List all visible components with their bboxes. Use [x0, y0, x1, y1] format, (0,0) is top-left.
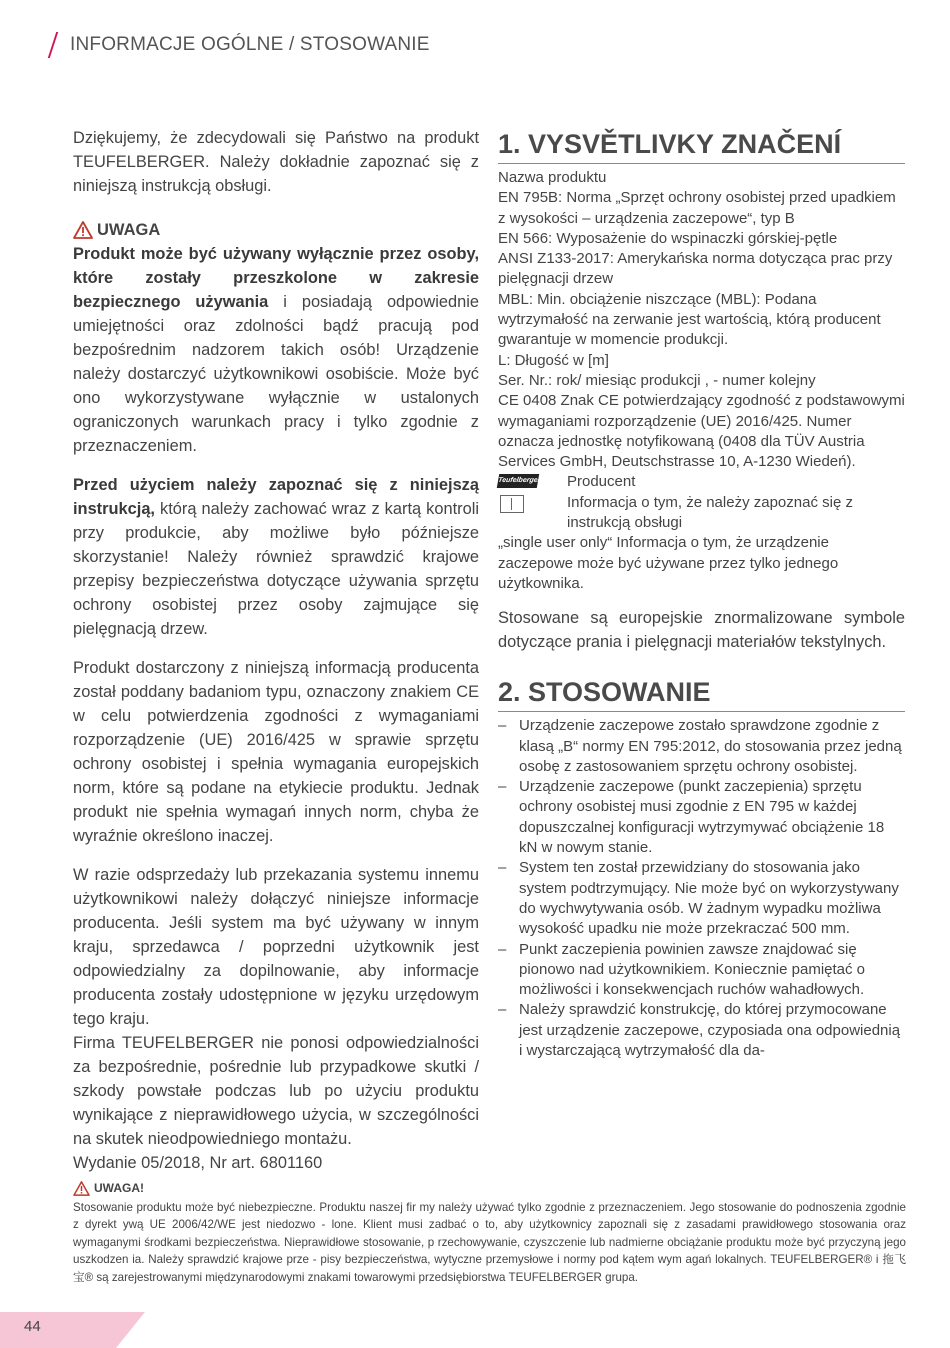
warning-paragraph: [73, 242, 479, 458]
definition-text: Norma „Sprzęt ochrony osobistej przed upadkiem z wysokości – urządzenia zaczepowe“, typ B: [498, 189, 896, 227]
instruction-paragraph: [73, 473, 479, 641]
bottom-warning-text: Stosowanie produktu może być niebezpieczne. Produktu naszej fir my należy używać tylko zgodnie z przeznaczeniem. Jego stosowanie do podnoszenia zgodnie z dyrekt ywą UE 2006/42/WE jest niedozwo - lone. Klient musi zadbać o to, aby użytkownicy zapoznali się z zasadami prawidłowego stosowania oraz wymaganymi środkami bezpieczeństwa. Nieprawidłowe stosowanie, p rzechowywanie, czyszczenie lub nadmierne obciążanie produktu może być przyczyną jego uszkodzen ia. Należy sprawdzić krajowe prze - pisy bezpieczeństwa, wytyczne przemysłowe i normy pod kątem wym agań lokalnych. TEUFELBERGER® i 拖飞宝® są zarejestrowanymi międzynarodowymi znakami towarowymi przedsiębiorstwa TEUFELBERGER grupa.: [73, 1200, 906, 1284]
usage-list-item: – System ten został przewidziany do stosowania jako system podtrzymujący. Nie może być on wykorzystywany do wychwytywania osób. W żadnym wypadku możliwa wysokość upadku nie może przekraczać 500 mm.: [498, 858, 905, 939]
definition-term: L:: [498, 351, 511, 369]
header-accent-slash: [48, 32, 58, 58]
definition-term: Nazwa produktu: [498, 169, 607, 186]
usage-list: [498, 716, 905, 1061]
section2-title: 2. STOSOWANIE: [498, 674, 905, 712]
usage-list-item: – Urządzenie zaczepowe zostało sprawdzone zgodnie z klasą „B“ normy EN 795:2012, do stosowania przez jedną osobę z zastosowaniem sprzętu ochrony osobistej.: [498, 716, 905, 777]
right-column: [498, 126, 905, 1061]
definition-text: rok/ miesiąc produkcji , - numer kolejny: [552, 371, 816, 389]
usage-list-item: – Punkt zaczepienia powinien zawsze znajdować się pionowo nad użytkownikiem. Koniecznie pamiętać o możliwości i konsekwencjach ruchów wahadłowych.: [498, 940, 905, 1001]
definition-item: [498, 351, 905, 371]
bottom-warning: [73, 1180, 906, 1286]
usage-list-item: – Należy sprawdzić konstrukcję, do której przymocowane jest urządzenie zaczepowe, czyposiada ona odpowiednią i wystarczającą wytrzymałość dla da-: [498, 1000, 905, 1061]
left-column: [73, 126, 479, 1190]
page-number-tab: [0, 1312, 145, 1348]
definition-item: [498, 229, 905, 249]
section1-title: 1. VYSVĚTLIVKY ZNAČENÍ: [498, 126, 905, 164]
definition-item: [498, 371, 905, 391]
care-symbols-paragraph: Stosowane są europejskie znormalizowane symbole dotyczące prania i pielęgnacji materiałów tekstylnych.: [498, 609, 905, 652]
page-number: 44: [24, 1318, 41, 1335]
resale-paragraph: W razie odsprzedaży lub przekazania systemu innemu użytkownikowi należy dołączyć niniejsze informacje producenta. Jeśli system ma być używany w innym kraju, sprzedawca / poprzedni użytkownik jest odpowiedzialny za dopilnowanie, aby informacje producenta zostały udostępnione w języku urzędowym tego kraju.: [73, 866, 479, 1028]
conformity-paragraph: Produkt dostarczony z niniejszą informacją producenta został poddany badaniom typu, oznaczony znakiem CE w celu potwierdzenia zgodności z wymaganiami rozporządzenie (UE) 2016/425 w sprawie sprzętu ochrony osobistej i spełnia wymagania europejskich norm, które są podane na etykiecie produktu. Jednak produkt nie spełnia wymagań innych norm, chyba że wyraźnie określono inaczej.: [73, 659, 479, 845]
bottom-warning-label: UWAGA!: [94, 1181, 144, 1195]
marking-definitions: [498, 168, 905, 594]
usage-list-item: – Urządzenie zaczepowe (punkt zaczepienia) sprzętu ochrony osobistej musi zgodnie z EN 795 w każdej dopuszczalnej konfiguracji wytrzymywać obciążenie 18 kN w nowym stanie.: [498, 777, 905, 858]
warning-label: UWAGA: [97, 221, 161, 239]
warning-heading: [73, 218, 479, 242]
definition-text: Znak CE potwierdzający zgodność z podstawowymi wymaganiami rozporządzenie (UE) 2016/425. Numer oznacza jednostkę notyfikowaną (0408 dla TÜV Austria Services GmbH, Deutschstrasse 10, A-1230 Wiedeń).: [498, 392, 905, 471]
warning-bold-text: Produkt może być używany wyłącznie przez osoby, które zostały przeszkolone w zakresie bezpiecznego używania: [73, 245, 479, 311]
definition-text: Wyposażenie do wspinaczki górskiej-pętle: [552, 229, 838, 247]
definition-term: CE 0408: [498, 392, 557, 410]
definition-item: [498, 391, 905, 472]
definition-text: Długość w [m]: [510, 351, 609, 369]
definition-item: [498, 290, 905, 351]
liability-paragraph: Firma TEUFELBERGER nie ponosi odpowiedzialności za bezpośrednie, pośrednie lub przypadkowe skutki / szkody powstałe podczas lub po użyciu produktu wynikające z nieprawidłowego użycia, w szczególności na skutek nieodpowiedniego montażu.: [73, 1034, 479, 1148]
definition-item: [498, 168, 905, 188]
intro-paragraph: Dziękujemy, że zdecydowali się Państwo na produkt TEUFELBERGER. Należy dokładnie zapoznać się z niniejszą instrukcją obsługi.: [73, 129, 479, 195]
definition-text: Amerykańska norma dotycząca prac przy pielęgnacji drzew: [498, 250, 893, 288]
definition-item: [498, 188, 905, 229]
producer-label: Producent: [567, 473, 636, 491]
instruction-rest-text: którą należy zachować wraz z kartą kontroli przy produkcie, aby możliwe było późniejsze skorzystanie! Należy również sprawdzić krajowe przepisy bezpieczeństwa dotyczące używania sprzętu ochrony osobistej przez osoby zajmujące się pielęgnacją drzew.: [73, 500, 479, 638]
manual-info-text: Informacja o tym, że należy zapoznać się z instrukcją obsługi: [567, 493, 853, 532]
header-title: INFORMACJE OGÓLNE / STOSOWANIE: [70, 34, 430, 55]
definition-term: EN 795B:: [498, 189, 563, 207]
definition-term: EN 566:: [498, 229, 553, 247]
definition-term: Ser. Nr.:: [498, 371, 553, 389]
manual-row: [498, 493, 905, 534]
single-user-row: [498, 533, 905, 594]
book-icon: [500, 495, 524, 513]
warning-triangle-icon: [73, 221, 93, 239]
warning-triangle-icon: [73, 1181, 90, 1196]
definition-term: ANSI Z133-2017:: [498, 250, 614, 268]
definition-term: MBL:: [498, 290, 534, 308]
single-user-text: Informacja o tym, że urządzenie zaczepowe może być używane przez tylko jednego użytkownika.: [498, 534, 839, 592]
definition-text: Min. obciążenie niszczące (MBL): Podana wytrzymałość na zerwanie jest wartością, którą producent gwarantuje w momencie produkcji.: [498, 290, 881, 349]
edition-text: Wydanie 05/2018, Nr art. 6801160: [73, 1154, 323, 1172]
single-user-term: „single user only“: [498, 534, 613, 552]
instruction-bold-text: Przed użyciem należy zapoznać się z niniejszą instrukcją,: [73, 476, 479, 518]
definition-item: [498, 249, 905, 290]
producer-row: [498, 472, 905, 492]
warning-rest-text: i posiadają odpowiednie umiejętności oraz zdolności bądź pracują pod bezpośrednim nadzorem takich osób! Urządzenie należy dostarczyć użytkownikowi osobiście. Może być ono wykorzystywane wyłącznie w ustalonych ograniczonych warunkach pracy i tylko zgodnie z przeznaczeniem.: [73, 293, 479, 455]
teufelberger-logo: Teufelberger: [497, 474, 539, 488]
bottom-warning-heading: [73, 1180, 906, 1198]
